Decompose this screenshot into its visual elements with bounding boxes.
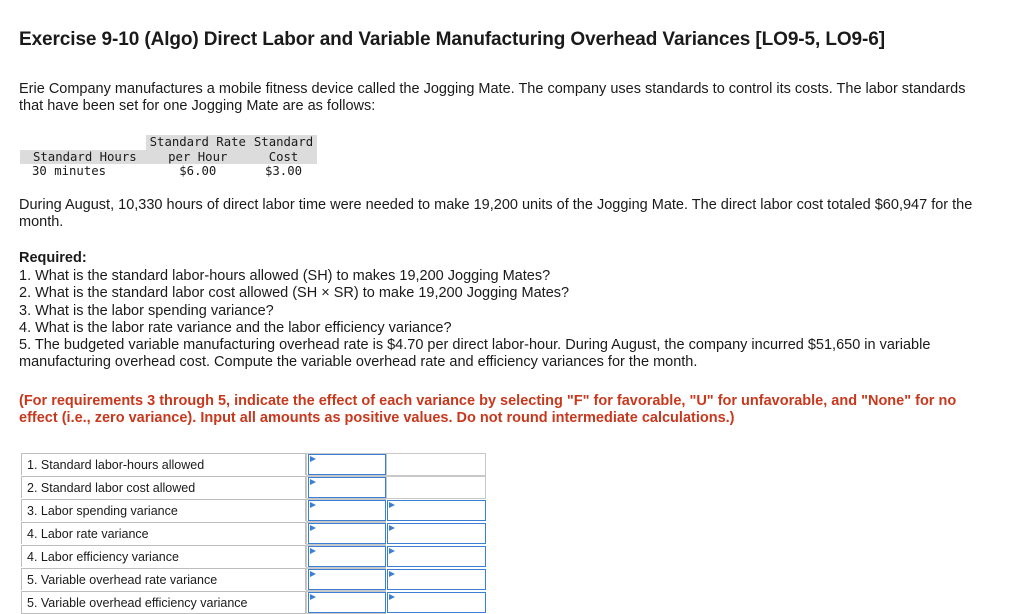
cell-standard-rate: $6.00 xyxy=(179,164,217,178)
header-standard-hours: Standard Hours xyxy=(20,150,146,165)
amount-input[interactable] xyxy=(308,546,386,567)
effect-select[interactable] xyxy=(387,546,486,567)
header-cost: Cost xyxy=(250,150,317,165)
requirement-item: 2. What is the standard labor cost allowed (SH × SR) to make 19,200 Jogging Mates? xyxy=(19,285,570,302)
header-standard: Standard xyxy=(250,135,317,150)
requirement-item: 5. The budgeted variable manufacturing overhead rate is $4.70 per direct labor-hour. During August, the company incurred $51,650 in variable manufacturing overhead cost. Compute the variable overhead rate and efficiency variances for the month. xyxy=(19,337,931,371)
required-label: Required: xyxy=(19,250,87,266)
effect-select[interactable] xyxy=(387,500,486,521)
exercise-title: Exercise 9-10 (Algo) Direct Labor and Variable Manufacturing Overhead Variances [LO9-5, LO9-6] xyxy=(19,29,885,50)
requirement-item: 1. What is the standard labor-hours allowed (SH) to makes 19,200 Jogging Mates? xyxy=(19,268,551,284)
requirements-list xyxy=(19,268,989,372)
amount-input[interactable] xyxy=(308,500,386,521)
effect-cell-empty xyxy=(386,476,486,499)
answer-row-label: 4. Labor rate variance xyxy=(21,522,306,544)
amount-input[interactable] xyxy=(308,454,386,475)
august-paragraph: During August, 10,330 hours of direct labor time were needed to make 19,200 units of the Jogging Mate. The direct labor cost totaled $60,947 for the month. xyxy=(19,197,973,230)
header-standard-rate: Standard Rate xyxy=(146,135,250,150)
intro-paragraph: Erie Company manufactures a mobile fitness device called the Jogging Mate. The company uses standards to control its costs. The labor standards that have been set for one Jogging Mate are as follows: xyxy=(19,81,966,114)
labor-standards-table xyxy=(20,135,317,179)
amount-input[interactable] xyxy=(308,569,386,590)
requirement-item: 3. What is the labor spending variance? xyxy=(19,302,274,319)
effect-select[interactable] xyxy=(387,523,486,544)
answer-row-label: 5. Variable overhead efficiency variance xyxy=(21,591,306,614)
amount-input[interactable] xyxy=(308,523,386,544)
answer-row-label: 1. Standard labor-hours allowed xyxy=(21,453,306,475)
answer-row-label: 4. Labor efficiency variance xyxy=(21,545,306,567)
effect-select[interactable] xyxy=(387,592,486,613)
cell-standard-hours: 30 minutes xyxy=(32,164,107,178)
instruction-note: (For requirements 3 through 5, indicate the effect of each variance by selecting "F" for favorable, "U" for unfavorable, and "None" for no effect (i.e., zero variance). Input all amounts as positive values. Do not round intermediate calculations.) xyxy=(19,393,957,426)
requirement-item: 4. What is the labor rate variance and the labor efficiency variance? xyxy=(19,319,452,336)
header-per-hour: per Hour xyxy=(146,150,250,165)
answer-row-label: 3. Labor spending variance xyxy=(21,499,306,521)
answer-row-label: 5. Variable overhead rate variance xyxy=(21,568,306,590)
amount-input[interactable] xyxy=(308,592,386,613)
amount-input[interactable] xyxy=(308,477,386,498)
cell-standard-cost: $3.00 xyxy=(265,164,303,178)
answer-row-label: 2. Standard labor cost allowed xyxy=(21,476,306,498)
effect-select[interactable] xyxy=(387,569,486,590)
effect-cell-empty xyxy=(386,453,486,476)
header-blank xyxy=(20,135,146,150)
